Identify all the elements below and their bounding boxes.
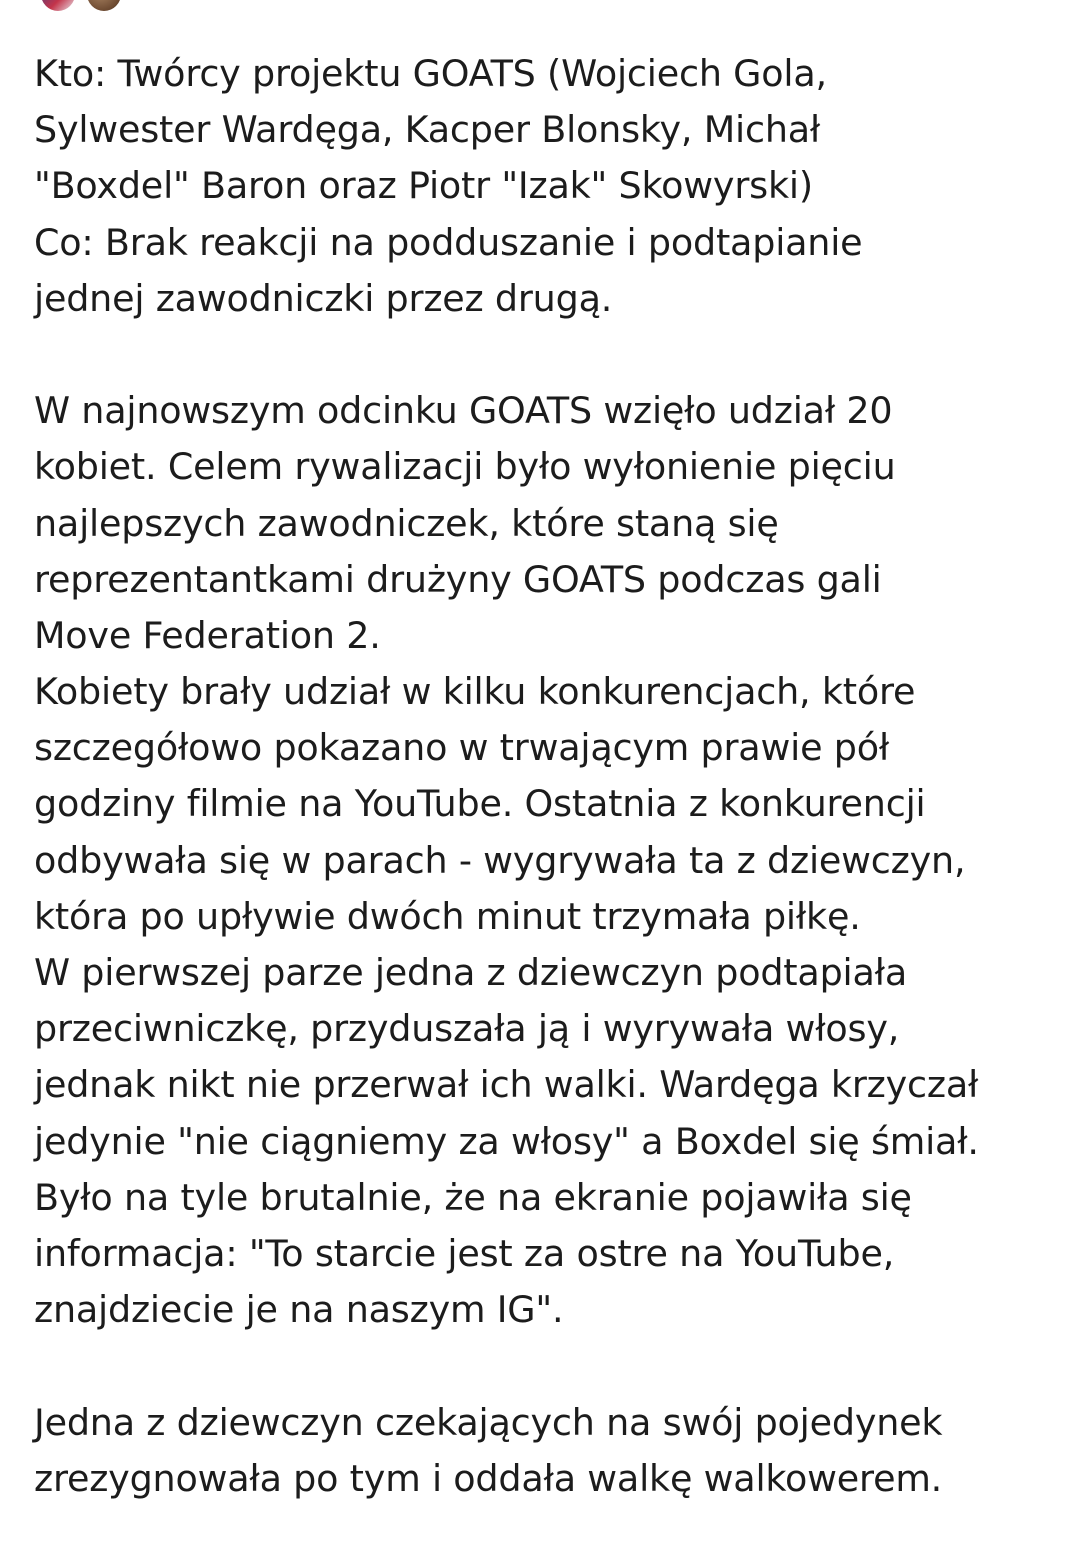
post-line: jednak nikt nie przerwał ich walki. Wardęga krzyczał <box>34 1063 979 1107</box>
paragraph-break <box>34 327 1064 383</box>
avatar-group[interactable] <box>38 0 158 14</box>
post-line: godziny filmie na YouTube. Ostatnia z konkurencji <box>34 782 926 826</box>
post-line: W najnowszym odcinku GOATS wzięło udział 20 <box>34 389 893 433</box>
post-line: Kobiety brały udział w kilku konkurencjach, które <box>34 670 916 714</box>
post-line: znajdziecie je na naszym IG". <box>34 1288 564 1332</box>
post-line: kobiet. Celem rywalizacji było wyłonienie pięciu <box>34 445 896 489</box>
post-line: Move Federation 2. <box>34 613 381 657</box>
post-line: najlepszych zawodniczek, które staną się <box>34 501 779 545</box>
post-line: zrezygnowała po tym i oddała walkę walkowerem. <box>34 1456 943 1500</box>
post-line: jedynie "nie ciągniemy za włosy" a Boxdel się śmiał. <box>34 1119 979 1163</box>
post-line: Kto: Twórcy projektu GOATS (Wojciech Gola, <box>34 52 827 95</box>
post-line: odbywała się w parach - wygrywała ta z dziewczyn, <box>34 838 966 882</box>
post-line: Sylwester Wardęga, Kacper Blonsky, Michał <box>34 108 821 152</box>
avatar[interactable] <box>84 0 124 14</box>
post-line: "Boxdel" Baron oraz Piotr "Izak" Skowyrski) <box>34 164 813 208</box>
post-line: W pierwszej parze jedna z dziewczyn podtapiała <box>34 951 907 994</box>
post-line: Jedna z dziewczyn czekających na swój pojedynek <box>34 1400 943 1444</box>
post-text <box>34 46 1064 1507</box>
post-line: szczegółowo pokazano w trwającym prawie pół <box>34 726 889 770</box>
post-line: jednej zawodniczki przez drugą. <box>34 276 613 320</box>
paragraph-break <box>34 1338 1064 1394</box>
post-line: Co: Brak reakcji na podduszanie i podtapianie <box>34 220 863 264</box>
post-line: reprezentantkami drużyny GOATS podczas gali <box>34 557 882 601</box>
post-line: Było na tyle brutalnie, że na ekranie pojawiła się <box>34 1175 912 1219</box>
post-line: przeciwniczkę, przyduszała ją i wyrywała włosy, <box>34 1007 900 1051</box>
post-line: która po upływie dwóch minut trzymała piłkę. <box>34 894 861 938</box>
avatar[interactable] <box>38 0 78 14</box>
post-line: informacja: "To starcie jest za ostre na YouTube, <box>34 1231 895 1275</box>
